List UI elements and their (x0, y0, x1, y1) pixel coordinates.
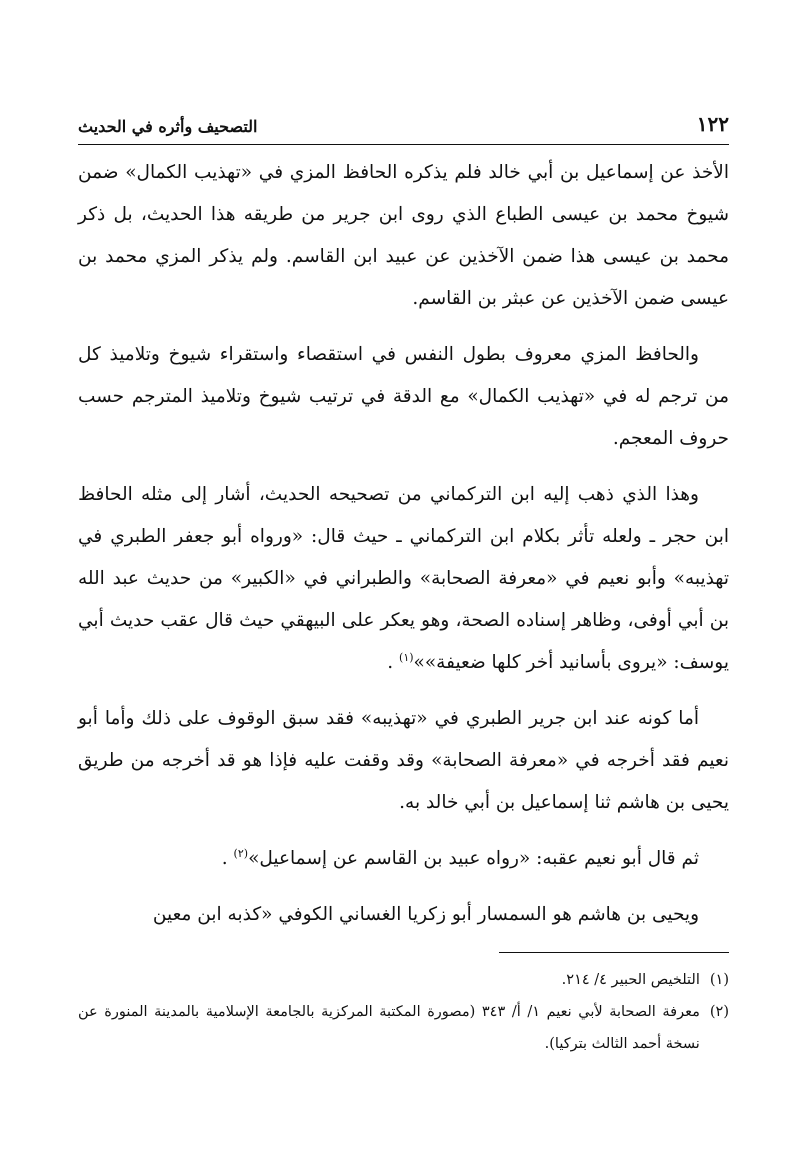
page-header (78, 112, 729, 145)
footnote-text: معرفة الصحابة لأبي نعيم ١/ أ/ ٣٤٣ (مصورة المكتبة المركزية بالجامعة الإسلامية بالمدينة المنورة عن نسخة أحمد الثالث بتركيا). (78, 1004, 700, 1052)
paragraph: الأخذ عن إسماعيل بن أبي خالد فلم يذكره الحافظ المزي في «تهذيب الكمال» ضمن شيوخ محمد بن عيسى الطباع الذي روى ابن جرير من طريقه هذا الحديث، بل ذكر محمد بن عيسى هذا ضمن الآخذين عن عبيد ابن القاسم. ولم يذكر المزي محمد بن عيسى ضمن الآخذين عن عبثر بن القاسم. (78, 162, 729, 309)
main-text (78, 152, 729, 950)
footnote-number: (١) (709, 972, 729, 988)
footnote-ref: (٢) (233, 846, 249, 860)
footnotes (78, 964, 729, 1060)
paragraph: والحافظ المزي معروف بطول النفس في استقصاء واستقراء شيوخ وتلاميذ كل من ترجم له في «تهذيب الكمال» مع الدقة في ترتيب شيوخ وتلاميذ المترجم حسب حروف المعجم. (78, 344, 729, 449)
paragraph: وهذا الذي ذهب إليه ابن التركماني من تصحيحه الحديث، أشار إلى مثله الحافظ ابن حجر ـ ولعله تأثر بكلام ابن التركماني ـ حيث قال: «ورواه أبو جعفر الطبري في تهذيبه» وأبو نعيم في «معرفة الصحابة» والطبراني في «الكبير» من حديث عبد الله بن أبي أوفى، وظاهر إسناده الصحة، وهو يعكر على البيهقي حيث قال عقب حديث أبي يوسف: «يروى بأسانيد أخر كلها ضعيفة»»$^{(١)}$ . (78, 484, 729, 673)
footnote-ref: (١) (399, 650, 414, 664)
paragraph: ثم قال أبو نعيم عقبه: «رواه عبيد بن القاسم عن إسماعيل»$^{(٢)}$ . (221, 846, 699, 869)
paragraph: أما كونه عند ابن جرير الطبري في «تهذيبه» فقد سبق الوقوف على ذلك وأما أبو نعيم فقد أخرجه في «معرفة الصحابة» وقد وقفت عليه فإذا هو قد أخرجه من طريق يحيى بن هاشم ثنا إسماعيل بن أبي خالد به. (78, 708, 729, 813)
footnote-number: (٢) (709, 1004, 729, 1020)
footnote-text: التلخيص الحبير ٤/ ٢١٤. (561, 972, 700, 988)
page-number: ١٢٢ (696, 112, 729, 136)
paragraph: ويحيى بن هاشم هو السمسار أبو زكريا الغساني الكوفي «كذبه ابن معين (152, 904, 699, 925)
footnote (78, 964, 729, 996)
running-title: التصحيف وأثره في الحديث (78, 117, 258, 136)
footnote (78, 996, 729, 1060)
footnote-divider (499, 952, 729, 953)
